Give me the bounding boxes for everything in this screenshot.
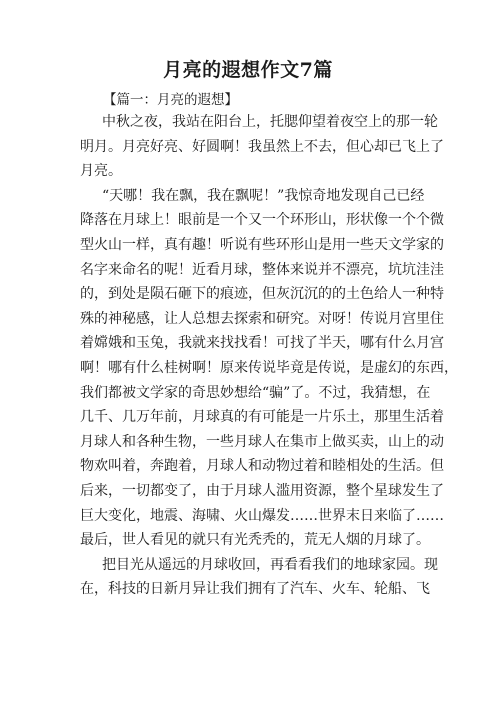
section-heading: 【篇一：月亮的遐想】: [103, 92, 238, 108]
text-line: 我们都被文学家的奇思妙想给“骗”了。不过，我猜想，在: [80, 384, 431, 401]
text-line: 月亮。: [80, 163, 122, 180]
text-line: 物欢叫着，奔跑着，月球人和动物过着和睦相处的生活。但: [80, 458, 444, 475]
essay-body: [80, 110, 458, 602]
text-line: 中秋之夜，我站在阳台上，托腮仰望着夜空上的那一轮: [102, 114, 438, 130]
text-line: 巨大变化，地震、海啸、火山爆发……世界末日来临了……: [80, 507, 444, 524]
document-title: 月亮的遐想作文7篇: [163, 59, 333, 81]
text-line: 明月。月亮好亮、好圆啊！我虽然上不去，但心却已飞上了: [80, 138, 444, 155]
text-line: 啊！哪有什么桂树啊！原来传说毕竟是传说，是虚幻的东西，: [80, 359, 458, 376]
text-line: 在，科技的日新月异让我们拥有了汽车、火车、轮船、飞: [80, 581, 430, 598]
text-line: 月球人和各种生物，一些月球人在集市上做买卖，山上的动: [80, 433, 444, 450]
text-line: 型火山一样，真有趣！听说有些环形山是用一些天文学家的: [80, 236, 444, 253]
text-line: 后来，一切都变了，由于月球人滥用资源，整个星球发生了: [80, 482, 444, 499]
text-line: 殊的神秘感，让人总想去探索和研究。对呀！传说月宫里住: [80, 310, 444, 327]
text-line: 着嫦娥和玉兔，我就来找找看！可找了半天，哪有什么月宫: [80, 335, 444, 352]
text-line: 名字来命名的呢！近看月球，整体来说并不漂亮，坑坑洼洼: [80, 261, 444, 278]
text-line: “天哪！我在飘，我在飘呢！”我惊奇地发现自己已经: [102, 187, 425, 204]
text-line: 几千、几万年前，月球真的有可能是一片乐土，那里生活着: [80, 409, 444, 426]
text-line: 把目光从遥远的月球收回，再看看我们的地球家园。现: [102, 556, 438, 573]
text-line: 的，到处是陨石砸下的痕迹，但灰沉沉的的土色给人一种特: [80, 286, 444, 303]
text-line: 最后，世人看见的就只有光秃秃的，荒无人烟的月球了。: [80, 532, 430, 549]
text-line: 降落在月球上！眼前是一个又一个环形山，形状像一个个微: [80, 212, 444, 229]
